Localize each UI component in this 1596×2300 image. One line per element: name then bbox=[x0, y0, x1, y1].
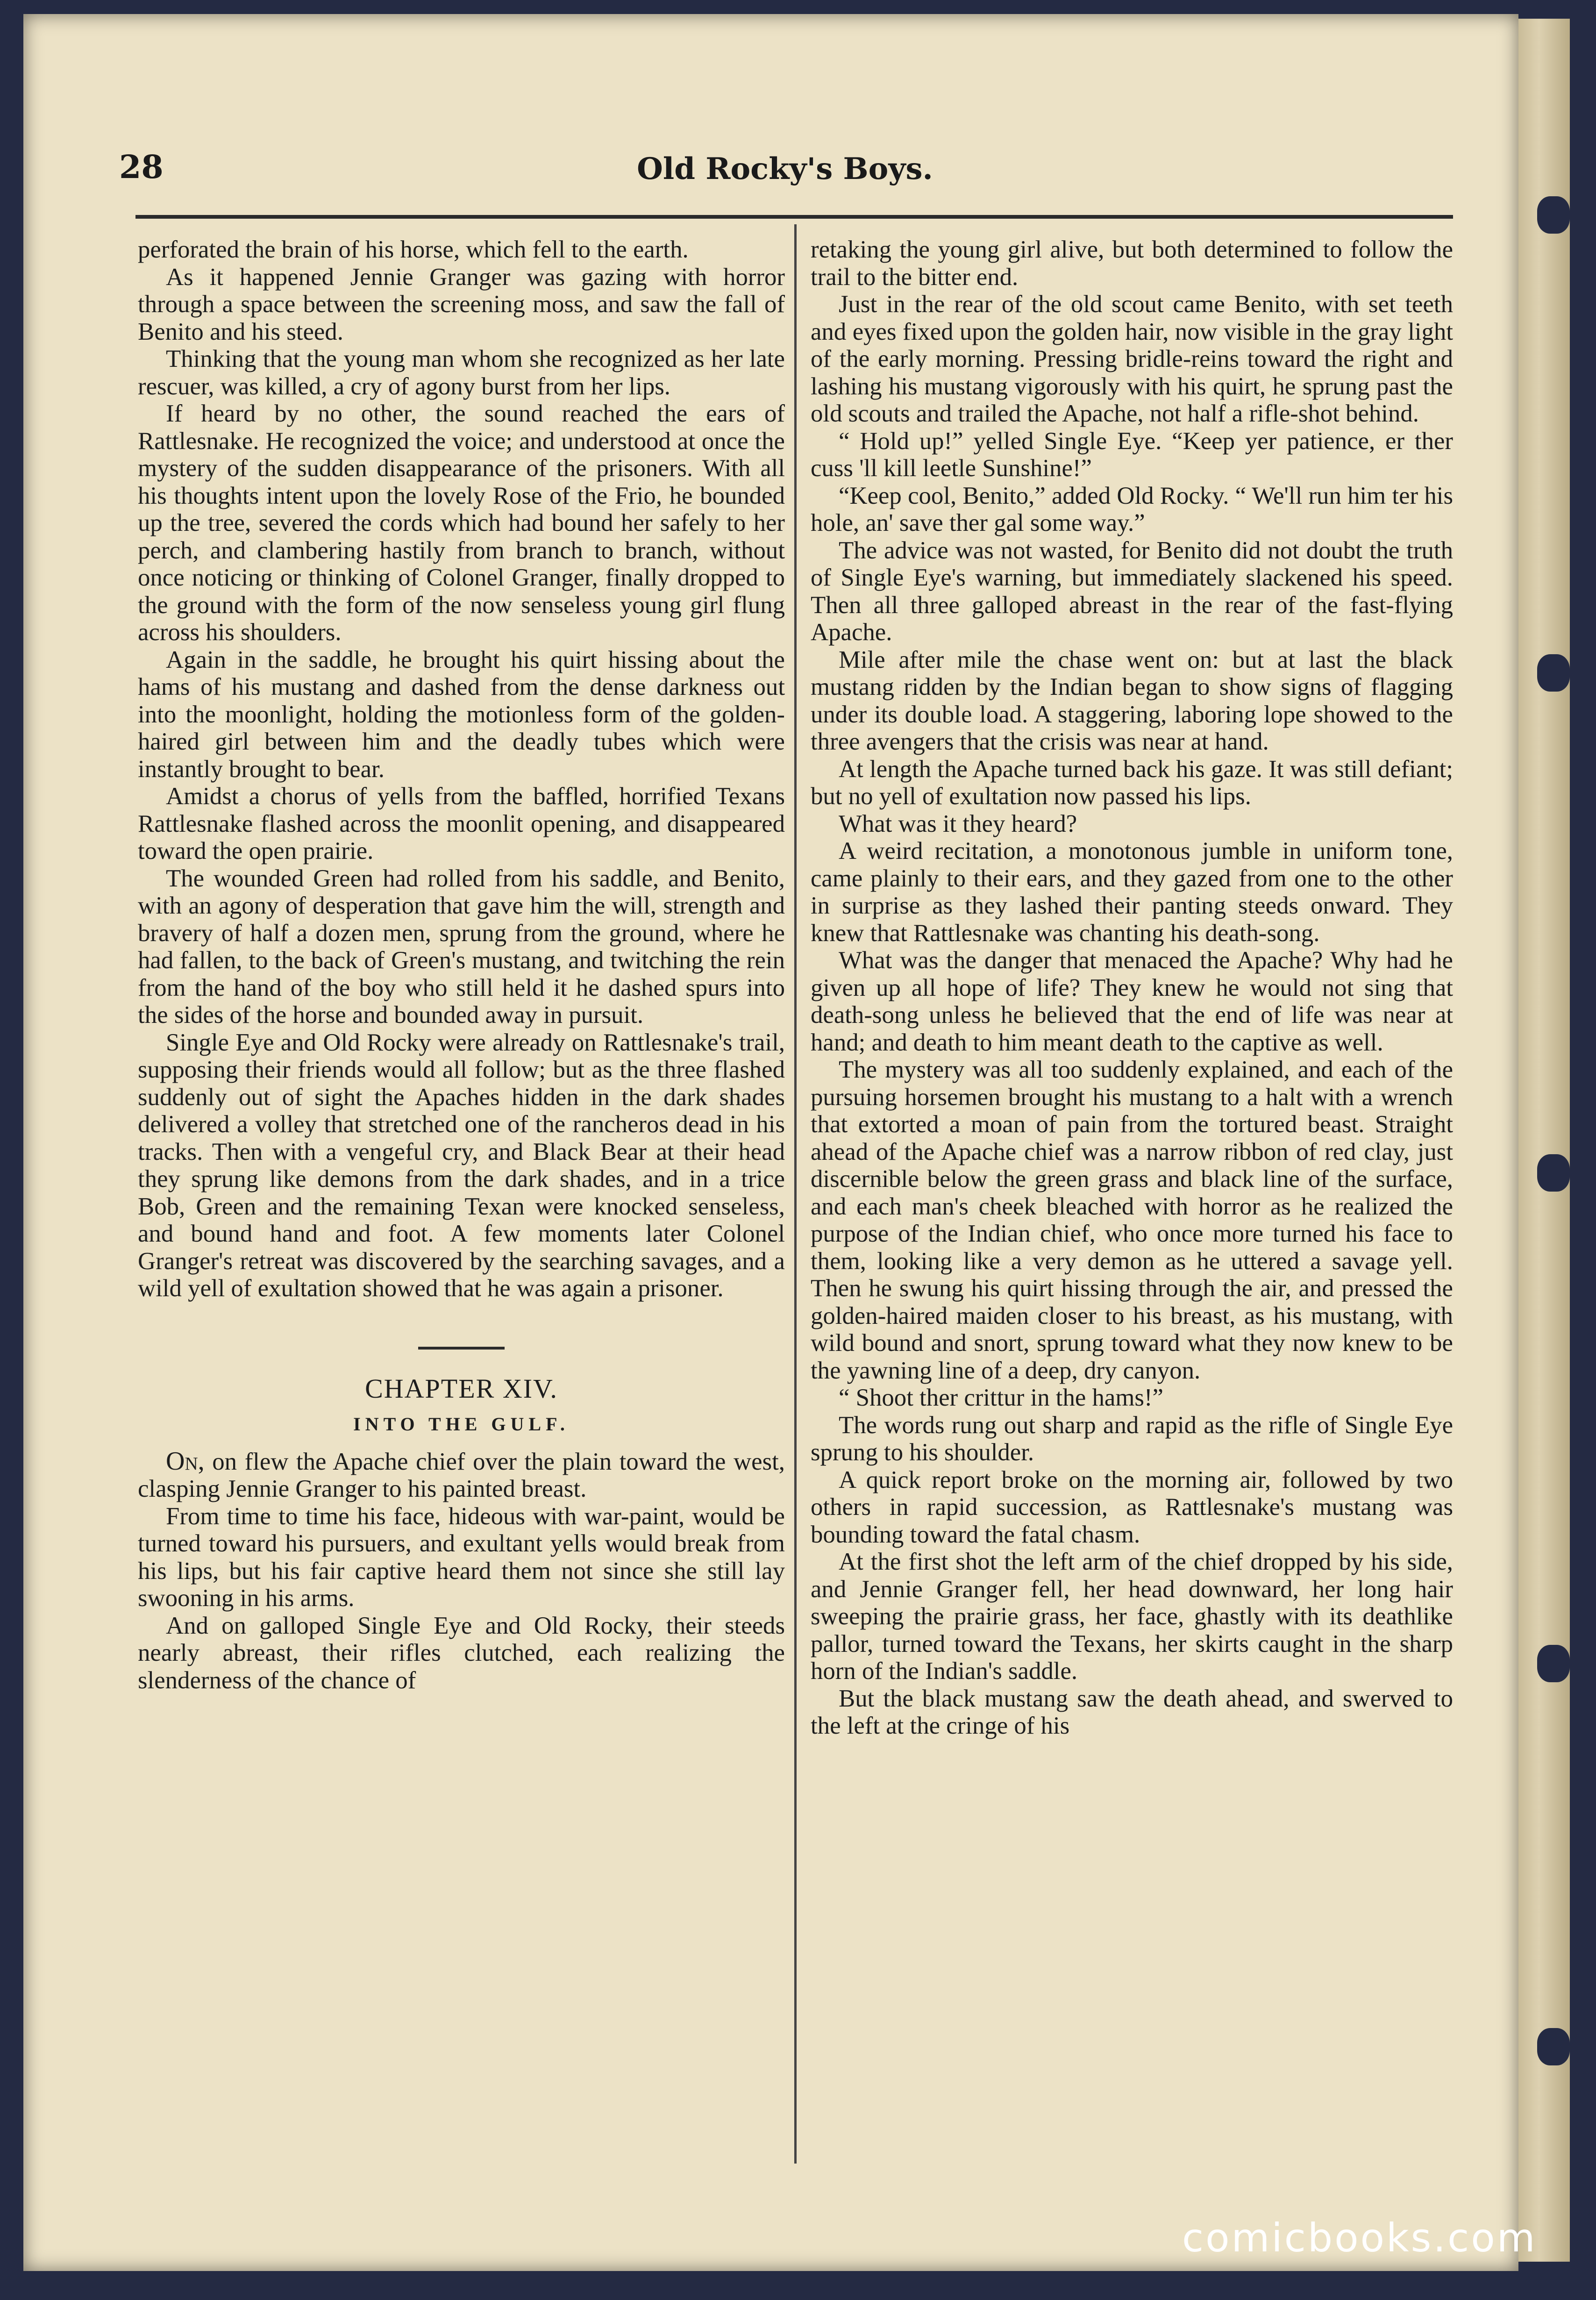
binding-hole bbox=[1537, 196, 1570, 234]
binding-hole bbox=[1537, 654, 1570, 692]
paragraph: “Keep cool, Benito,” added Old Rocky. “ We'll run him ter his hole, an' save ther gal some way.” bbox=[811, 482, 1453, 536]
opening-word: On, bbox=[166, 1446, 205, 1476]
paragraph: Single Eye and Old Rocky were already on Rattlesnake's trail, supposing their friends would all follow; but as the three flashed suddenly out of sight the Apaches hidden in the dark shades delivered a volley that stretched one of the rancheros dead in his tracks. Then with a vengeful cry, and Black Bear at their head they sprung like demons from the dark shades, and in a trice Bob, Green and the remaining Texan were knocked senseless, and bound hand and foot. A few moments later Colonel Granger's retreat was discovered by the searching savages, and a wild yell of exultation showed that he was again a prisoner. bbox=[138, 1029, 785, 1302]
opening-text: on flew the Apache chief over the plain toward the west, clasping Jennie Granger to his painted breast. bbox=[138, 1448, 785, 1502]
paragraph: The mystery was all too suddenly explained, and each of the pursuing horsemen brought his mustang to a halt with a wrench that extorted a moan of pain from the tortured beast. Straight ahead of the Apache chief was a narrow ribbon of red clay, just discernible below the green grass and black line of the surface, and each man's cheek bleached with horror as he realized the purpose of the Indian chief, who once more turned his face to them, looking like a very demon as he uttered a savage yell. Then he swung his quirt hissing through the air, and pressed the golden-haired maiden closer to his breast, as his mustang, with wild bound and snort, sprung toward what they now knew to be the yawning line of a deep, dry canyon. bbox=[811, 1056, 1453, 1384]
paragraph: “ Hold up!” yelled Single Eye. “Keep yer patience, er ther cuss 'll kill leetle Sunshine!” bbox=[811, 427, 1453, 482]
right-column bbox=[811, 236, 1453, 1740]
paragraph: What was the danger that menaced the Apache? Why had he given up all hope of life? They knew he would not sing that death-song unless he believed that the end of life was near at hand; and death to him meant death to the captive as well. bbox=[811, 947, 1453, 1056]
paragraph: Amidst a chorus of yells from the baffled, horrified Texans Rattlesnake flashed across the moonlit opening, and disappeared toward the open prairie. bbox=[138, 783, 785, 864]
paragraph: perforated the brain of his horse, which fell to the earth. bbox=[138, 236, 689, 263]
page-edge bbox=[1518, 19, 1570, 2262]
paragraph: Just in the rear of the old scout came Benito, with set teeth and eyes fixed upon the golden hair, now visible in the gray light of the early morning. Pressing bridle-reins toward the right and lashing his mustang vigorously with his quirt, he sprung past the old scouts and trailed the Apache, not half a rifle-shot behind. bbox=[811, 291, 1453, 427]
section-separator bbox=[418, 1347, 505, 1350]
page-number: 28 bbox=[119, 149, 164, 186]
paragraph: But the black mustang saw the death ahead, and swerved to the left at the cringe of his bbox=[811, 1685, 1453, 1739]
paragraph: The words rung out sharp and rapid as the rifle of Single Eye sprung to his shoulder. bbox=[811, 1411, 1453, 1466]
left-column bbox=[138, 236, 785, 1694]
chapter-opening-paragraph bbox=[138, 1448, 785, 1503]
header-rule bbox=[135, 215, 1453, 219]
binding-hole bbox=[1537, 1645, 1570, 1682]
paragraph: “ Shoot ther crittur in the hams!” bbox=[839, 1384, 1163, 1411]
paragraph: If heard by no other, the sound reached the ears of Rattlesnake. He recognized the voice; and understood at once the mystery of the sudden disappearance of the prisoners. With all his thoughts intent upon the lovely Rose of the Frio, he bounded up the tree, severed the cords which had bound her safely to her perch, and clambering hastily from branch to branch, without once noticing or thinking of Colonel Granger, finally dropped to the ground with the form of the now senseless young girl flung across his shoulders. bbox=[138, 400, 785, 646]
paragraph: A quick report broke on the morning air, followed by two others in rapid succession, as Rattlesnake's mustang was bounding toward the fatal chasm. bbox=[811, 1466, 1453, 1548]
paragraph: Again in the saddle, he brought his quirt hissing about the hams of his mustang and dashed from the dense darkness out into the moonlight, holding the motionless form of the golden-haired girl between him and the deadly tubes which were instantly brought to bear. bbox=[138, 646, 785, 783]
chapter-heading: CHAPTER XIV. bbox=[365, 1373, 558, 1404]
paragraph: As it happened Jennie Granger was gazing with horror through a space between the screening moss, and saw the fall of Benito and his steed. bbox=[138, 263, 785, 345]
paragraph: Thinking that the young man whom she recognized as her late rescuer, was killed, a cry of agony burst from her lips. bbox=[138, 345, 785, 400]
paragraph: At the first shot the left arm of the chief dropped by his side, and Jennie Granger fell, her head downward, her long hair sweeping the prairie grass, her face, ghastly with its deathlike pallor, turned toward the Texans, her skirts caught in the sharp horn of the Indian's saddle. bbox=[811, 1548, 1453, 1685]
running-header bbox=[119, 145, 1451, 196]
paragraph: From time to time his face, hideous with war-paint, would be turned toward his pursuers, and exultant yells would break from his lips, but his fair captive heard them not since she still lay swooning in his arms. bbox=[138, 1502, 785, 1612]
paragraph: What was it they heard? bbox=[839, 810, 1077, 837]
paragraph: At length the Apache turned back his gaze. It was still defiant; but no yell of exultation now passed his lips. bbox=[811, 755, 1453, 810]
binding-hole bbox=[1537, 1154, 1570, 1192]
running-title: Old Rocky's Boys. bbox=[637, 151, 933, 186]
paragraph: retaking the young girl alive, but both determined to follow the trail to the bitter end. bbox=[811, 236, 1453, 291]
watermark: comicbooks.com bbox=[1182, 2215, 1537, 2261]
chapter-subtitle: INTO THE GULF. bbox=[353, 1414, 570, 1435]
paragraph: And on galloped Single Eye and Old Rocky, their steeds nearly abreast, their rifles clutched, each realizing the slenderness of the chance of bbox=[138, 1612, 785, 1694]
paragraph: The wounded Green had rolled from his saddle, and Benito, with an agony of desperation that gave him the will, strength and bravery of half a dozen men, sprung from the ground, where he had fallen, to the back of Green's mustang, and twitching the rein from the hand of the boy who still held it he dashed spurs into the sides of the horse and bounded away in pursuit. bbox=[138, 864, 785, 1029]
column-divider bbox=[794, 224, 797, 2164]
paragraph: The advice was not wasted, for Benito did not doubt the truth of Single Eye's warning, but immediately slackened his speed. Then all three galloped abreast in the rear of the fast-flying Apache. bbox=[811, 536, 1453, 646]
paragraph: A weird recitation, a monotonous jumble in uniform tone, came plainly to their ears, and they gazed from one to the other in surprise as they lashed their panting steeds onward. They knew that Rattlesnake was chanting his death-song. bbox=[811, 837, 1453, 947]
paragraph: Mile after mile the chase went on: but at last the black mustang ridden by the Indian began to show signs of flagging under its double load. A staggering, laboring lope showed to the three avengers that the crisis was near at hand. bbox=[811, 646, 1453, 755]
binding-hole bbox=[1537, 2028, 1570, 2065]
